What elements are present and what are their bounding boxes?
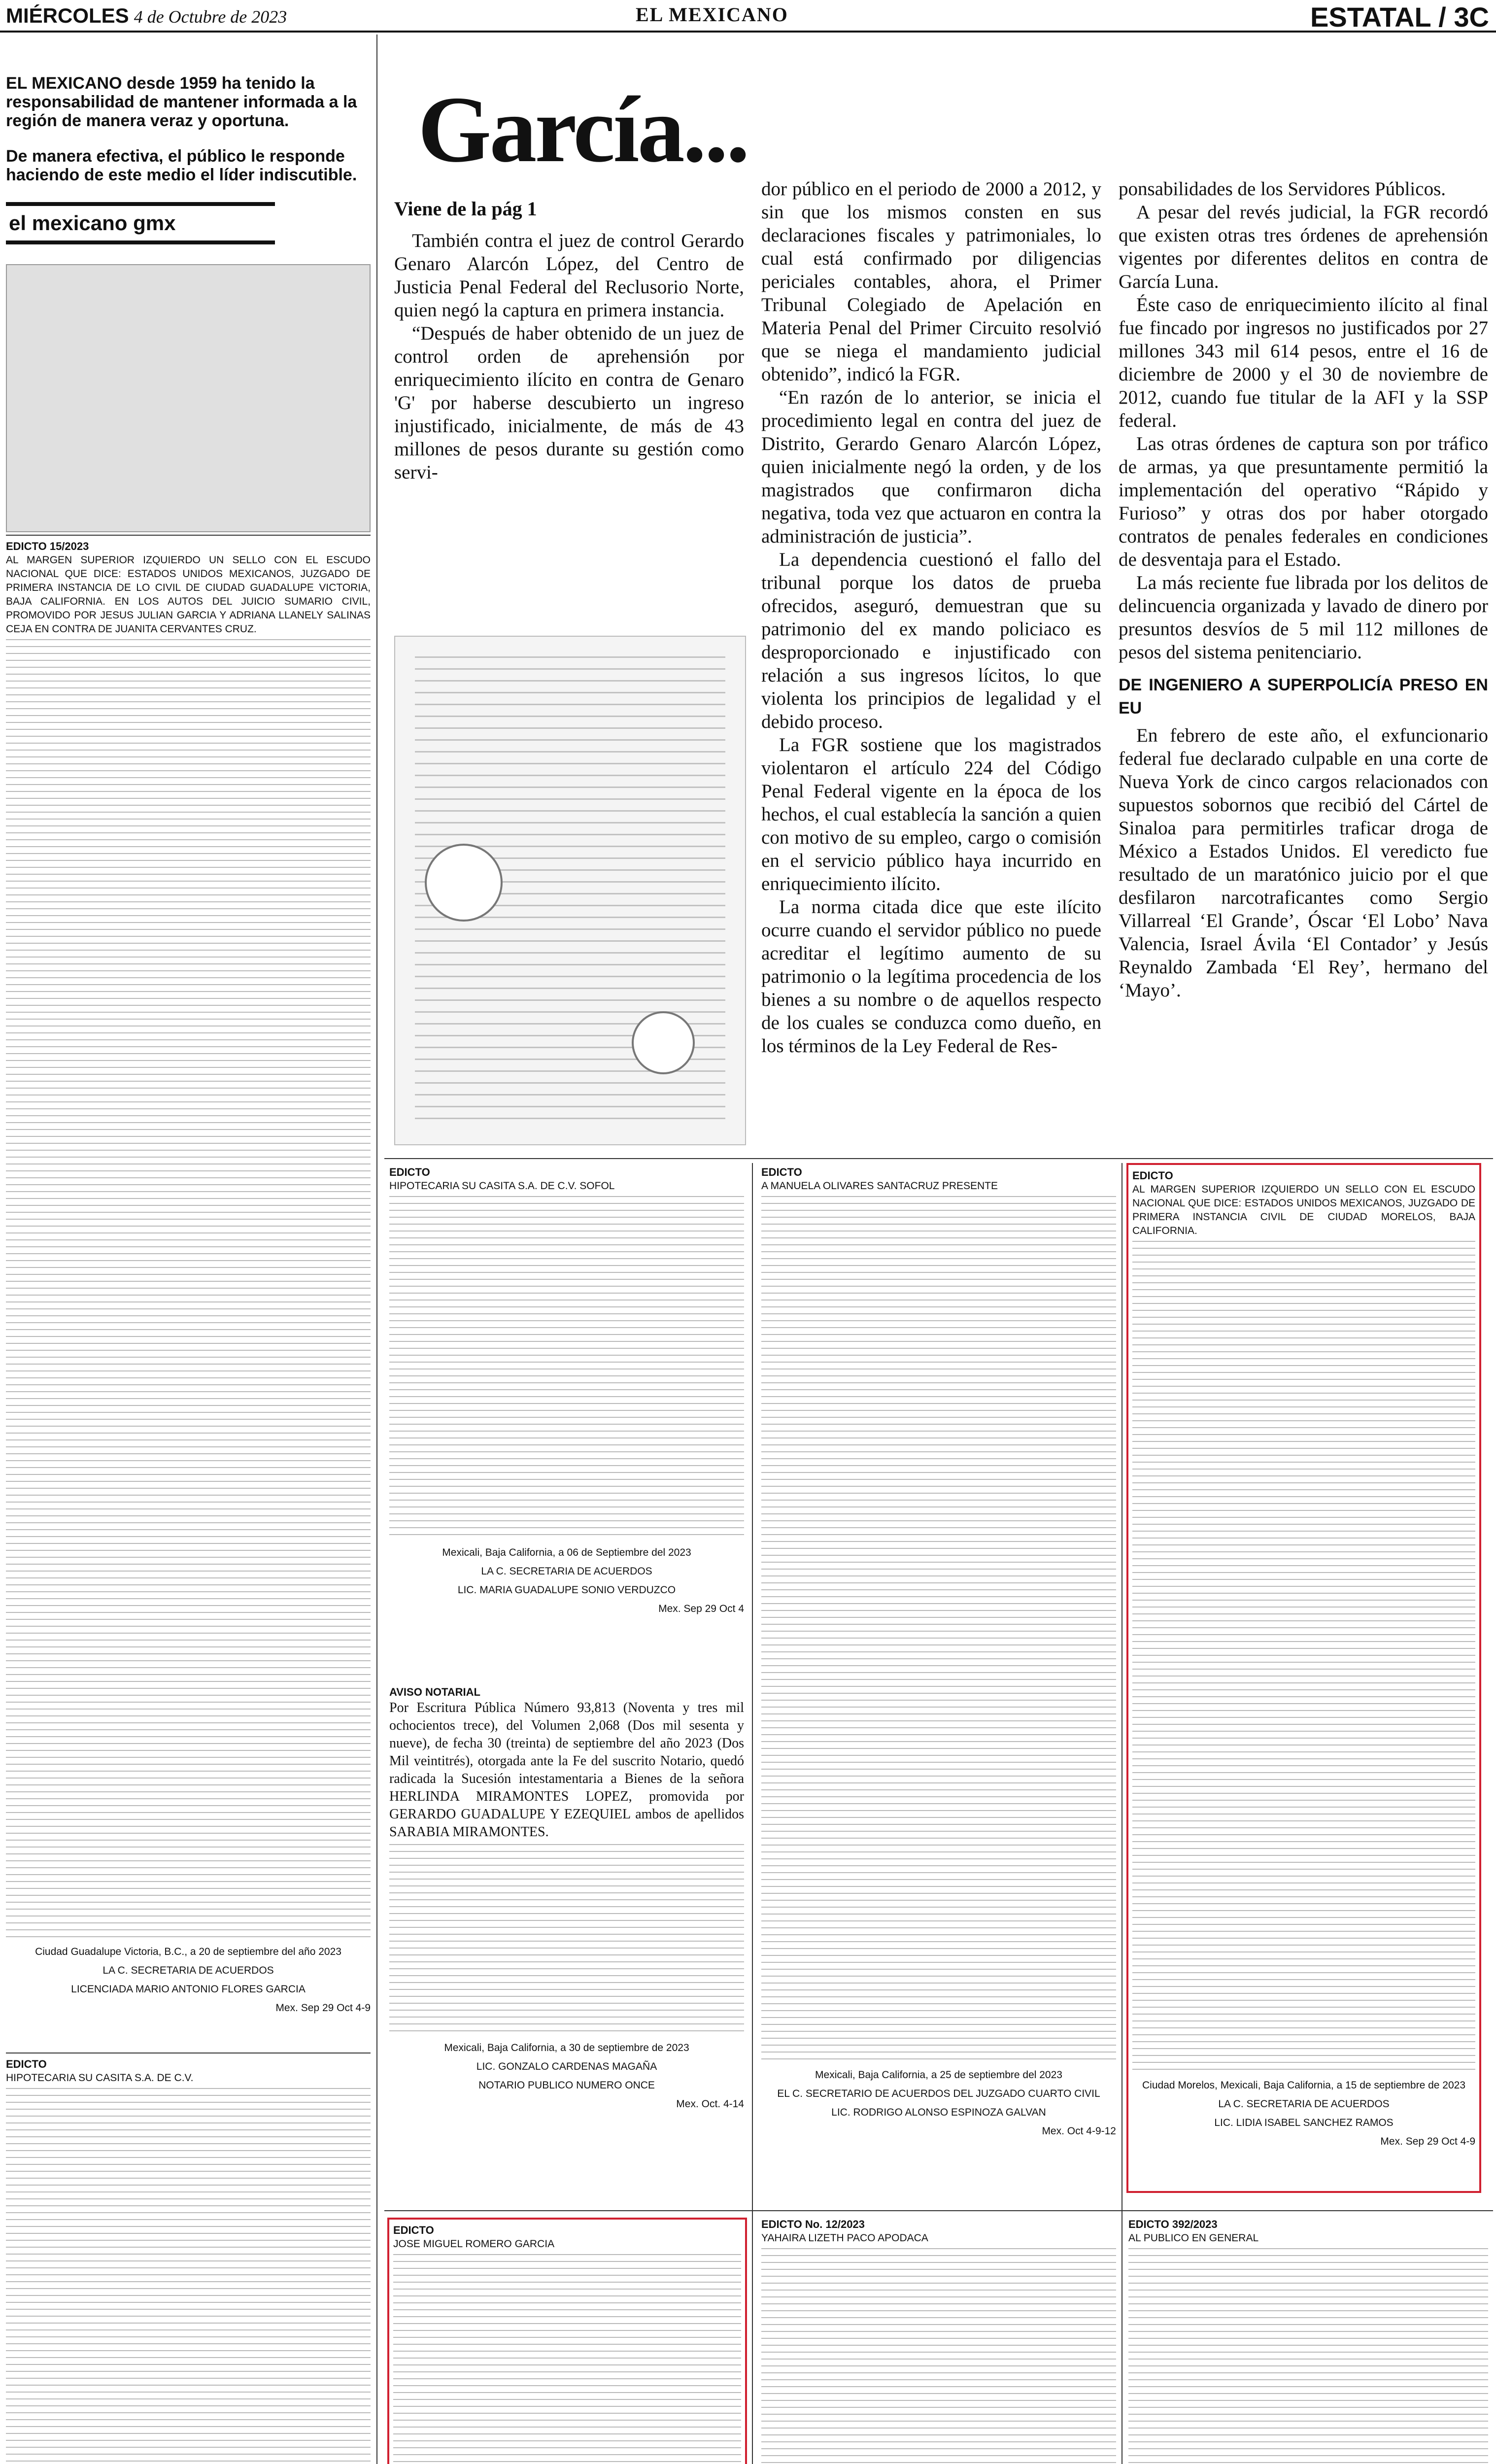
page-header [0, 0, 1496, 33]
edict-intro: A MANUELA OLIVARES SANTACRUZ PRESENTE [761, 1180, 998, 1192]
edict-body [761, 2248, 1116, 2464]
edict-card [761, 2218, 1116, 2464]
notice-pub: Mex. Oct. 4-14 [676, 2098, 744, 2110]
edict-card [6, 2057, 371, 2464]
edict-signer-name: LICENCIADA MARIO ANTONIO FLORES GARCIA [71, 1984, 306, 1995]
notice-signer-title: NOTARIO PUBLICO NUMERO ONCE [478, 2080, 655, 2091]
notarial-notice [389, 1685, 744, 2203]
headline: García... [418, 77, 748, 182]
edict-signer-name: LIC. LIDIA ISABEL SANCHEZ RAMOS [1214, 2117, 1394, 2128]
notice-body-rest [389, 1844, 744, 2036]
edict-place: Mexicali, Baja California, a 25 de septiembre del 2023 [815, 2069, 1062, 2081]
edict-intro: JOSE MIGUEL ROMERO GARCIA [393, 2238, 555, 2250]
edict-intro: AL PUBLICO EN GENERAL [1128, 2232, 1259, 2244]
paragraph: La dependencia cuestionó el fallo del tribunal porque los datos de prueba ofrecidos, aseguró, demuestran que su patrimonio del ex mando policiaco es desproporcionado e injustificado con relación a sus ingresos lícitos, lo que violenta los principios de legalidad y el debido proceso. [761, 549, 1101, 732]
promo-text-2: De manera efectiva, el público le responde haciendo de este medio el líder indiscutible. [6, 147, 357, 184]
edict-title: EDICTO 392/2023 [1128, 2218, 1218, 2230]
document-scan-image [394, 636, 746, 1145]
paragraph: “Después de haber obtenido de un juez de control orden de aprehensión por enriquecimiento ilícito en contra de Genaro 'G' por haberse descubierto un ingreso injustificado, inicialmente, de más de 43 millones de pesos durante su gestión como servi- [394, 323, 744, 483]
edict-title: EDICTO [389, 1166, 430, 1178]
edict-body [389, 1196, 744, 1541]
edict-title: EDICTO No. 12/2023 [761, 2218, 865, 2230]
edict-body [761, 1196, 1116, 2063]
paragraph: La FGR sostiene que los magistrados violentaron el artículo 224 del Código Penal Federal vigente en la época de los hechos, el cual establecía la sanción a quien con motivo de su empleo, cargo o comisión en el servicio público haya incurrido en enriquecimiento ilícito. [761, 734, 1101, 894]
edict-place: Ciudad Morelos, Mexicali, Baja California, a 15 de septiembre de 2023 [1142, 2080, 1466, 2091]
edict-card [761, 1165, 1116, 2200]
edict-pub: Mex. Sep 29 Oct 4-9 [1380, 2136, 1475, 2147]
promo-box [6, 74, 371, 532]
paragraph: La norma citada dice que este ilícito ocurre cuando el servidor público no puede acreditar el legítimo aumento de su patrimonio o la legítima procedencia de los bienes a su nombre o de aquellos respecto de los cuales se conduzca como dueño, en los términos de la Ley Federal de Res- [761, 896, 1101, 1057]
edict-title: EDICTO [6, 2058, 47, 2070]
edict-body [1132, 1241, 1475, 2074]
notice-body: Por Escritura Pública Número 93,813 (Noventa y tres mil ochocientos trece), del Volumen 2,068 (Dos mil sesenta y nueve), de fecha 30 (treinta) de septiembre del año 2023 (Dos Mil veintitrés), otorgada ante la Fe del suscrito Notario, quedó radicada la Sucesión intestamentaria a Bienes de la señora HERLINDA MIRAMONTES LOPEZ, promovida por GERARDO GUADALUPE Y EZEQUIEL ambos de apellidos SARABIA MIRAMONTES. [389, 1700, 744, 1840]
paragraph: También contra el juez de control Gerardo Genaro Alarcón López, del Centro de Justicia Penal Federal del Reclusorio Norte, quien negó la captura en primera instancia. [394, 230, 744, 321]
seal-icon [632, 1011, 695, 1074]
masthead: EL MEXICANO [636, 3, 788, 26]
edict-signer-title: LA C. SECRETARIA DE ACUERDOS [1218, 2098, 1390, 2110]
section-label: ESTATAL / 3C [1310, 1, 1489, 33]
day: MIÉRCOLES [6, 4, 129, 27]
paragraph: La más reciente fue librada por los delitos de delincuencia organizada y lavado de dinero por presuntos desvíos de 5 mil 112 millones de pesos del sistema penitenciario. [1119, 572, 1488, 663]
edict-signer-title: LA C. SECRETARIA DE ACUERDOS [102, 1965, 274, 1976]
edict-pub: Mex. Oct 4-9-12 [1042, 2125, 1116, 2137]
edict-intro: AL MARGEN SUPERIOR IZQUIERDO UN SELLO CON EL ESCUDO NACIONAL QUE DICE: ESTADOS UNIDOS MEXICANOS, JUZGADO DE PRIMERA INSTANCIA DE LO CIVIL DE CIUDAD GUADALUPE VICTORIA, BAJA CALIFORNIA. EN LOS AUTOS DEL JUICIO SUMARIO CIVIL, PROMOVIDO POR JESUS JULIAN GARCIA Y ADRIANA LLANELY SALINAS CEJA EN CONTRA DE JUANITA CERVANTES CRUZ. [6, 554, 371, 635]
subhead: Viene de la pág 1 [394, 198, 537, 220]
edict-intro: YAHAIRA LIZETH PACO APODACA [761, 2232, 928, 2244]
edict-intro: HIPOTECARIA SU CASITA S.A. DE C.V. [6, 2072, 194, 2084]
article-column-3 [1119, 177, 1488, 1002]
column-rule [376, 34, 377, 2464]
edict-card [6, 540, 371, 2048]
paragraph: dor público en el periodo de 2000 a 2012, y sin que los mismos consten en sus declaraciones fiscales y patrimoniales, lo cual está confirmado por diligencias periciales contables, ahora, el Primer Tribunal Colegiado de Apelación en Materia Penal del Primer Circuito resolvió que se niega el mandamiento judicial obtenido”, indicó la FGR. [761, 178, 1101, 385]
divider [384, 2210, 1493, 2211]
edict-title: EDICTO [1132, 1169, 1173, 1182]
notice-place: Mexicali, Baja California, a 30 de septiembre de 2023 [444, 2042, 689, 2053]
article-column-2 [761, 177, 1101, 1058]
paragraph: “En razón de lo anterior, se inicia el procedimiento legal en contra del juez de Distrito, Gerardo Genaro Alarcón López, quien inicialmente negó la orden, y de los magistrados que confirmaron dicha negativa, toda vez que actuaron en contra la administración de justicia”. [761, 387, 1101, 547]
edict-signer-title: LA C. SECRETARIA DE ACUERDOS [481, 1566, 652, 1577]
edict-body [1128, 2248, 1488, 2464]
date: 4 de Octubre de 2023 [134, 7, 287, 27]
paragraph: ponsabilidades de los Servidores Públicos. [1119, 178, 1446, 200]
notice-signer-name: LIC. GONZALO CARDENAS MAGAÑA [476, 2061, 657, 2072]
section-title: DE INGENIERO A SUPERPOLICÍA PRESO EN EU [1119, 676, 1488, 718]
edict-body [6, 639, 371, 1940]
promo-photo [6, 264, 371, 532]
edict-place: Ciudad Guadalupe Victoria, B.C., a 20 de septiembre del año 2023 [35, 1946, 341, 1957]
article-column-1 [394, 197, 744, 484]
edict-title: EDICTO [761, 1166, 802, 1178]
edict-body [393, 2254, 741, 2464]
edict-title: EDICTO 15/2023 [6, 540, 89, 552]
promo-text-1: EL MEXICANO desde 1959 ha tenido la responsabilidad de mantener informada a la región de manera veraz y oportuna. [6, 74, 357, 130]
edict-signer-name: LIC. RODRIGO ALONSO ESPINOZA GALVAN [831, 2107, 1046, 2118]
column-rule [752, 1163, 753, 2464]
paragraph: Las otras órdenes de captura son por tráfico de armas, ya que presuntamente permitió la implementación del operativo “Rápido y Furioso” y otras dos por haber otorgado contratos de penales federales en condiciones de desventaja para el Estado. [1119, 433, 1488, 570]
date-line [6, 4, 287, 28]
paragraph: Éste caso de enriquecimiento ilícito al final fue fincado por ingresos no justificados por 27 millones 343 mil 614 pesos, entre el 16 de diciembre de 2000 y el 30 de noviembre de 2012, cuando fue titular de la AFI y la SSP federal. [1119, 294, 1488, 431]
edict-card [389, 1165, 744, 1673]
edict-intro: AL MARGEN SUPERIOR IZQUIERDO UN SELLO CON EL ESCUDO NACIONAL QUE DICE: ESTADOS UNIDOS MEXICANOS, JUZGADO DE PRIMERA INSTANCIA CIVIL DE CIUDAD MORELOS, BAJA CALIFORNIA. [1132, 1184, 1475, 1236]
edict-title: EDICTO [393, 2224, 434, 2236]
notice-title: AVISO NOTARIAL [389, 1686, 480, 1698]
edict-pub: Mex. Sep 29 Oct 4-9 [275, 2002, 371, 2014]
seal-icon [425, 844, 503, 922]
paragraph: A pesar del revés judicial, la FGR recordó que existen otras tres órdenes de aprehensión vigentes por diferentes delitos en contra de García Luna. [1119, 202, 1488, 292]
logo: el mexicano gmx [6, 202, 275, 244]
divider [6, 535, 371, 536]
paragraph: En febrero de este año, el exfuncionario federal fue declarado culpable en una corte de Nueva York de cinco cargos relacionados con supuestos sobornos que recibió del Cártel de Sinaloa para permitirles traficar droga de México a Estados Unidos. El veredicto fue resultado de un maratónico juicio por el que desfilaron narcotraficantes como Sergio Villarreal ‘El Grande’, Óscar ‘El Lobo’ Nava Valencia, Israel Ávila ‘El Contador’ y Jesús Reynaldo Zambada ‘El Rey’, hermano del ‘Mayo’. [1119, 725, 1488, 1001]
edict-card-highlighted [387, 2218, 747, 2464]
edict-intro: HIPOTECARIA SU CASITA S.A. DE C.V. SOFOL [389, 1180, 615, 1192]
edict-body [6, 2088, 371, 2464]
edict-card [1128, 2218, 1488, 2464]
divider [384, 1158, 1493, 1159]
edict-signer-title: EL C. SECRETARIO DE ACUERDOS DEL JUZGADO CUARTO CIVIL [777, 2088, 1100, 2099]
edict-pub: Mex. Sep 29 Oct 4 [658, 1603, 744, 1614]
edict-signer-name: LIC. MARIA GUADALUPE SONIO VERDUZCO [457, 1584, 676, 1596]
edict-place: Mexicali, Baja California, a 06 de Septiembre del 2023 [442, 1547, 691, 1558]
edict-card-highlighted [1126, 1163, 1481, 2193]
